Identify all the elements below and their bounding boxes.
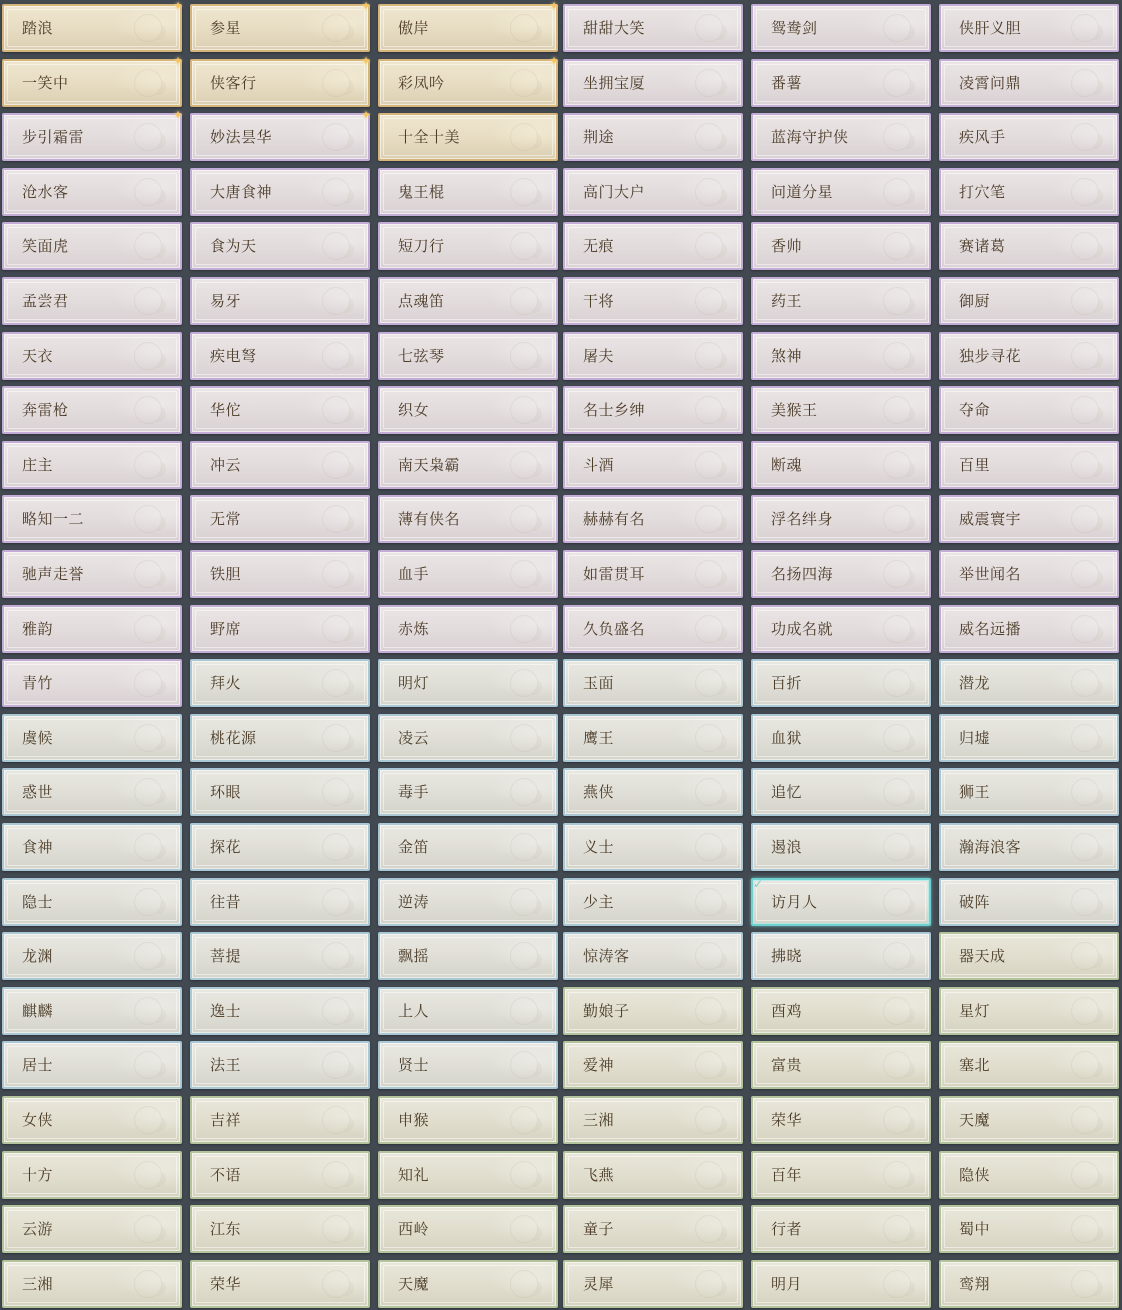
title-tile[interactable] bbox=[190, 659, 370, 707]
title-tile[interactable] bbox=[939, 768, 1119, 816]
title-tile[interactable] bbox=[939, 550, 1119, 598]
title-label: 江东 bbox=[210, 1220, 242, 1238]
title-tile[interactable] bbox=[563, 1151, 743, 1199]
title-label: 奔雷枪 bbox=[22, 401, 69, 419]
title-tile[interactable] bbox=[2, 714, 182, 762]
title-tile[interactable] bbox=[2, 878, 182, 926]
title-tile[interactable] bbox=[939, 714, 1119, 762]
sparkle-icon: ✦ bbox=[172, 0, 183, 13]
title-label: 探花 bbox=[210, 838, 242, 856]
title-label: 虞候 bbox=[22, 729, 54, 747]
title-label: 逆涛 bbox=[398, 893, 430, 911]
title-label: 屠夫 bbox=[583, 347, 615, 365]
title-label: 威名远播 bbox=[959, 620, 1022, 638]
title-tile[interactable] bbox=[2, 1096, 182, 1144]
title-tile[interactable] bbox=[939, 659, 1119, 707]
title-tile[interactable] bbox=[563, 277, 743, 325]
title-tile[interactable] bbox=[751, 714, 931, 762]
title-tile[interactable] bbox=[378, 441, 558, 489]
title-label: 百年 bbox=[771, 1166, 803, 1184]
title-tile[interactable] bbox=[2, 168, 182, 216]
title-tile[interactable] bbox=[563, 768, 743, 816]
title-tile[interactable] bbox=[2, 1151, 182, 1199]
title-label: 惊涛客 bbox=[583, 947, 630, 965]
title-tile[interactable] bbox=[190, 277, 370, 325]
title-tile[interactable] bbox=[563, 113, 743, 161]
title-tile[interactable] bbox=[2, 495, 182, 543]
title-label: 举世闻名 bbox=[959, 565, 1022, 583]
title-tile[interactable] bbox=[190, 1205, 370, 1253]
title-label: 鬼王棍 bbox=[398, 183, 445, 201]
title-tile[interactable] bbox=[378, 0, 559, 52]
title-label: 金笛 bbox=[398, 838, 430, 856]
title-tile[interactable] bbox=[751, 659, 931, 707]
title-label: 西岭 bbox=[398, 1220, 430, 1238]
title-tile[interactable] bbox=[190, 0, 371, 52]
title-label: 香帅 bbox=[771, 237, 803, 255]
title-label: 访月人 bbox=[771, 893, 818, 911]
title-tile[interactable] bbox=[2, 386, 182, 434]
title-tile[interactable] bbox=[378, 495, 558, 543]
title-tile[interactable] bbox=[190, 1096, 370, 1144]
title-label: 华佗 bbox=[210, 401, 242, 419]
title-label: 南天枭霸 bbox=[398, 456, 461, 474]
title-label: 参星 bbox=[210, 19, 242, 37]
title-label: 步引霜雷 bbox=[22, 128, 85, 146]
title-label: 童子 bbox=[583, 1220, 615, 1238]
title-tile[interactable] bbox=[939, 441, 1119, 489]
title-tile[interactable] bbox=[563, 222, 743, 270]
title-tile[interactable] bbox=[563, 1205, 743, 1253]
title-label: 少主 bbox=[583, 893, 615, 911]
title-tile[interactable] bbox=[563, 987, 743, 1035]
title-tile[interactable] bbox=[190, 441, 370, 489]
title-label: 凌云 bbox=[398, 729, 430, 747]
title-tile[interactable] bbox=[2, 1041, 182, 1089]
sparkle-icon: ✦ bbox=[172, 108, 183, 122]
title-tile[interactable] bbox=[378, 54, 559, 107]
sparkle-icon: ✦ bbox=[360, 0, 371, 13]
title-tile[interactable] bbox=[751, 932, 931, 980]
title-label: 疾风手 bbox=[959, 128, 1006, 146]
title-label: 申猴 bbox=[398, 1111, 430, 1129]
title-label: 无痕 bbox=[583, 237, 615, 255]
title-label: 甜甜大笑 bbox=[583, 19, 646, 37]
title-label: 器天成 bbox=[959, 947, 1006, 965]
title-label: 星灯 bbox=[959, 1002, 991, 1020]
title-tile[interactable] bbox=[939, 932, 1119, 980]
title-label: 玉面 bbox=[583, 674, 615, 692]
title-label: 血狱 bbox=[771, 729, 803, 747]
title-tile[interactable] bbox=[751, 605, 931, 653]
title-label: 疾电弩 bbox=[210, 347, 257, 365]
title-label: 如雷贯耳 bbox=[583, 565, 646, 583]
title-tile[interactable] bbox=[563, 878, 743, 926]
title-label: 铁胆 bbox=[210, 565, 242, 583]
title-tile[interactable] bbox=[190, 332, 370, 380]
title-label: 拜火 bbox=[210, 674, 242, 692]
title-label: 十全十美 bbox=[398, 128, 461, 146]
title-tile[interactable] bbox=[939, 277, 1119, 325]
title-label: 略知一二 bbox=[22, 510, 85, 528]
title-label: 天衣 bbox=[22, 347, 54, 365]
title-tile[interactable] bbox=[190, 168, 370, 216]
sparkle-icon: ✦ bbox=[360, 108, 371, 122]
title-tile[interactable] bbox=[2, 987, 182, 1035]
sparkle-icon: ✦ bbox=[548, 54, 559, 68]
title-tile[interactable] bbox=[939, 1041, 1119, 1089]
title-label: 七弦琴 bbox=[398, 347, 445, 365]
title-label: 瀚海浪客 bbox=[959, 838, 1022, 856]
sparkle-icon: ✦ bbox=[172, 54, 183, 68]
title-label: 大唐食神 bbox=[210, 183, 273, 201]
title-label: 龙渊 bbox=[22, 947, 54, 965]
title-label: 隐侠 bbox=[959, 1166, 991, 1184]
title-tile[interactable] bbox=[378, 878, 558, 926]
title-tile[interactable] bbox=[378, 113, 558, 161]
title-label: 干将 bbox=[583, 292, 615, 310]
title-tile[interactable] bbox=[2, 222, 182, 270]
title-tile[interactable] bbox=[939, 605, 1119, 653]
title-label: 女侠 bbox=[22, 1111, 54, 1129]
title-label: 坐拥宝厦 bbox=[583, 74, 646, 92]
title-label: 野席 bbox=[210, 620, 242, 638]
title-label: 逸士 bbox=[210, 1002, 242, 1020]
title-label: 蓝海守护侠 bbox=[771, 128, 849, 146]
title-label: 驰声走誉 bbox=[22, 565, 85, 583]
title-tile[interactable] bbox=[563, 168, 743, 216]
title-label: 归墟 bbox=[959, 729, 991, 747]
title-label: 打穴笔 bbox=[959, 183, 1006, 201]
title-tile[interactable] bbox=[939, 168, 1119, 216]
title-label: 侠肝义胆 bbox=[959, 19, 1022, 37]
title-label: 云游 bbox=[22, 1220, 54, 1238]
title-tile[interactable] bbox=[378, 714, 558, 762]
title-label: 药王 bbox=[771, 292, 803, 310]
title-tile[interactable] bbox=[2, 108, 183, 161]
title-label: 居士 bbox=[22, 1056, 54, 1074]
title-label: 笑面虎 bbox=[22, 237, 69, 255]
title-label: 鹰王 bbox=[583, 729, 615, 747]
title-tile[interactable] bbox=[190, 768, 370, 816]
title-label: 环眼 bbox=[210, 783, 242, 801]
title-tile[interactable] bbox=[563, 714, 743, 762]
title-tile[interactable] bbox=[563, 441, 743, 489]
title-tile[interactable] bbox=[563, 59, 743, 107]
title-tile[interactable] bbox=[2, 1205, 182, 1253]
title-tile[interactable] bbox=[190, 823, 370, 871]
title-label: 傲岸 bbox=[398, 19, 430, 37]
title-label: 凌霄问鼎 bbox=[959, 74, 1022, 92]
title-tile[interactable] bbox=[378, 932, 558, 980]
title-tile[interactable] bbox=[939, 878, 1119, 926]
title-label: 彩凤吟 bbox=[398, 74, 445, 92]
title-label: 点魂笛 bbox=[398, 292, 445, 310]
title-tile[interactable] bbox=[939, 1205, 1119, 1253]
title-label: 百折 bbox=[771, 674, 803, 692]
title-tile[interactable] bbox=[190, 878, 370, 926]
title-tile[interactable] bbox=[751, 441, 931, 489]
title-tile[interactable] bbox=[190, 495, 370, 543]
title-tile[interactable] bbox=[939, 823, 1119, 871]
title-label: 名扬四海 bbox=[771, 565, 834, 583]
title-label: 番薯 bbox=[771, 74, 803, 92]
title-label: 勤娘子 bbox=[583, 1002, 630, 1020]
title-tile[interactable] bbox=[190, 1041, 370, 1089]
title-tile[interactable] bbox=[751, 1205, 931, 1253]
title-tile[interactable] bbox=[563, 1041, 743, 1089]
title-label: 御厨 bbox=[959, 292, 991, 310]
title-label: 潜龙 bbox=[959, 674, 991, 692]
title-label: 酉鸡 bbox=[771, 1002, 803, 1020]
title-tile[interactable] bbox=[2, 605, 182, 653]
title-label: 食为天 bbox=[210, 237, 257, 255]
title-label: 青竹 bbox=[22, 674, 54, 692]
title-tile[interactable] bbox=[751, 4, 931, 52]
title-tile[interactable] bbox=[378, 823, 558, 871]
title-label: 天魔 bbox=[959, 1111, 991, 1129]
title-tile[interactable] bbox=[939, 113, 1119, 161]
title-label: 夺命 bbox=[959, 401, 991, 419]
title-label: 沧水客 bbox=[22, 183, 69, 201]
title-tile[interactable] bbox=[563, 550, 743, 598]
title-tile[interactable] bbox=[751, 168, 931, 216]
title-tile[interactable] bbox=[190, 386, 370, 434]
title-label: 天魔 bbox=[398, 1275, 430, 1293]
title-tile[interactable] bbox=[378, 605, 558, 653]
title-tile[interactable] bbox=[2, 277, 182, 325]
title-label: 赫赫有名 bbox=[583, 510, 646, 528]
title-label: 燕侠 bbox=[583, 783, 615, 801]
title-label: 浮名绊身 bbox=[771, 510, 834, 528]
title-label: 毒手 bbox=[398, 783, 430, 801]
title-label: 踏浪 bbox=[22, 19, 54, 37]
title-tile[interactable] bbox=[190, 714, 370, 762]
title-tile[interactable] bbox=[378, 1260, 558, 1308]
title-tile[interactable] bbox=[190, 550, 370, 598]
title-tile[interactable] bbox=[378, 386, 558, 434]
title-tile[interactable] bbox=[378, 222, 558, 270]
title-label: 名士乡绅 bbox=[583, 401, 646, 419]
title-label: 赛诸葛 bbox=[959, 237, 1006, 255]
title-tile[interactable] bbox=[2, 768, 182, 816]
title-label: 孟尝君 bbox=[22, 292, 69, 310]
title-tile[interactable] bbox=[190, 1151, 370, 1199]
title-tile[interactable] bbox=[378, 277, 558, 325]
title-tile[interactable] bbox=[751, 878, 931, 926]
title-label: 法王 bbox=[210, 1056, 242, 1074]
title-label: 麒麟 bbox=[22, 1002, 54, 1020]
title-label: 雅韵 bbox=[22, 620, 54, 638]
title-tile[interactable] bbox=[939, 1151, 1119, 1199]
title-tile[interactable] bbox=[2, 332, 182, 380]
title-label: 吉祥 bbox=[210, 1111, 242, 1129]
title-tile[interactable] bbox=[751, 386, 931, 434]
title-label: 遏浪 bbox=[771, 838, 803, 856]
title-label: 菩提 bbox=[210, 947, 242, 965]
checkmark-icon: ✓ bbox=[753, 877, 764, 891]
title-tile[interactable] bbox=[939, 4, 1119, 52]
title-tile[interactable] bbox=[563, 1096, 743, 1144]
title-label: 煞神 bbox=[771, 347, 803, 365]
title-tile[interactable] bbox=[190, 987, 370, 1035]
title-tile[interactable] bbox=[751, 550, 931, 598]
title-tile[interactable] bbox=[563, 4, 743, 52]
title-tile[interactable] bbox=[2, 1260, 182, 1308]
title-tile[interactable] bbox=[378, 168, 558, 216]
title-label: 桃花源 bbox=[210, 729, 257, 747]
title-tile[interactable] bbox=[378, 768, 558, 816]
title-label: 问道分星 bbox=[771, 183, 834, 201]
title-tile[interactable] bbox=[751, 823, 931, 871]
title-tile[interactable] bbox=[2, 441, 182, 489]
title-label: 行者 bbox=[771, 1220, 803, 1238]
title-label: 知礼 bbox=[398, 1166, 430, 1184]
title-label: 功成名就 bbox=[771, 620, 834, 638]
title-label: 鸾翔 bbox=[959, 1275, 991, 1293]
title-label: 薄有侠名 bbox=[398, 510, 461, 528]
title-tile[interactable] bbox=[751, 1041, 931, 1089]
title-label: 赤炼 bbox=[398, 620, 430, 638]
title-label: 食神 bbox=[22, 838, 54, 856]
title-tile[interactable] bbox=[190, 605, 370, 653]
title-tile[interactable] bbox=[563, 386, 743, 434]
title-tile[interactable] bbox=[2, 932, 182, 980]
title-label: 斗酒 bbox=[583, 456, 615, 474]
sparkle-icon: ✦ bbox=[548, 0, 559, 13]
title-label: 爱神 bbox=[583, 1056, 615, 1074]
title-label: 不语 bbox=[210, 1166, 242, 1184]
title-label: 贤士 bbox=[398, 1056, 430, 1074]
title-label: 明月 bbox=[771, 1275, 803, 1293]
title-tile[interactable] bbox=[939, 59, 1119, 107]
title-tile[interactable] bbox=[2, 823, 182, 871]
title-tile[interactable] bbox=[378, 1205, 558, 1253]
title-label: 久负盛名 bbox=[583, 620, 646, 638]
title-tile[interactable] bbox=[751, 113, 931, 161]
title-label: 惑世 bbox=[22, 783, 54, 801]
title-label: 断魂 bbox=[771, 456, 803, 474]
title-label: 飘摇 bbox=[398, 947, 430, 965]
title-tile[interactable] bbox=[751, 987, 931, 1035]
title-label: 威震寰宇 bbox=[959, 510, 1022, 528]
title-label: 独步寻花 bbox=[959, 347, 1022, 365]
title-tile[interactable] bbox=[378, 1151, 558, 1199]
title-tile[interactable] bbox=[939, 495, 1119, 543]
title-label: 鸳鸯剑 bbox=[771, 19, 818, 37]
title-tile[interactable] bbox=[190, 108, 371, 161]
title-label: 百里 bbox=[959, 456, 991, 474]
title-tile[interactable] bbox=[939, 1096, 1119, 1144]
title-tile[interactable] bbox=[939, 332, 1119, 380]
title-label: 十方 bbox=[22, 1166, 54, 1184]
title-label: 织女 bbox=[398, 401, 430, 419]
title-tile[interactable] bbox=[190, 222, 370, 270]
title-tile[interactable] bbox=[190, 1260, 370, 1308]
title-tile[interactable] bbox=[751, 332, 931, 380]
title-label: 三湘 bbox=[22, 1275, 54, 1293]
title-tile[interactable] bbox=[190, 932, 370, 980]
title-tile[interactable] bbox=[751, 222, 931, 270]
title-tile[interactable] bbox=[190, 54, 371, 107]
title-tile[interactable] bbox=[563, 823, 743, 871]
title-label: 狮王 bbox=[959, 783, 991, 801]
title-label: 荣华 bbox=[210, 1275, 242, 1293]
title-label: 拂晓 bbox=[771, 947, 803, 965]
title-tile[interactable] bbox=[378, 1041, 558, 1089]
title-label: 隐士 bbox=[22, 893, 54, 911]
title-tile[interactable] bbox=[939, 222, 1119, 270]
title-label: 妙法昙华 bbox=[210, 128, 273, 146]
title-label: 美猴王 bbox=[771, 401, 818, 419]
title-tile[interactable] bbox=[751, 59, 931, 107]
title-label: 易牙 bbox=[210, 292, 242, 310]
title-tile[interactable] bbox=[751, 1260, 931, 1308]
title-tile[interactable] bbox=[939, 1260, 1119, 1308]
title-label: 侠客行 bbox=[210, 74, 257, 92]
title-label: 追忆 bbox=[771, 783, 803, 801]
title-tile[interactable] bbox=[378, 987, 558, 1035]
title-tile[interactable] bbox=[378, 332, 558, 380]
title-tile[interactable] bbox=[751, 495, 931, 543]
title-tile[interactable] bbox=[563, 495, 743, 543]
title-label: 往昔 bbox=[210, 893, 242, 911]
title-label: 血手 bbox=[398, 565, 430, 583]
title-label: 上人 bbox=[398, 1002, 430, 1020]
title-label: 庄主 bbox=[22, 456, 54, 474]
title-label: 高门大户 bbox=[583, 183, 646, 201]
title-tile[interactable] bbox=[378, 659, 558, 707]
title-tile[interactable] bbox=[563, 1260, 743, 1308]
title-tile[interactable] bbox=[939, 987, 1119, 1035]
title-tile[interactable] bbox=[2, 550, 182, 598]
title-tile[interactable] bbox=[378, 550, 558, 598]
title-label: 破阵 bbox=[959, 893, 991, 911]
title-label: 蜀中 bbox=[959, 1220, 991, 1238]
title-label: 荆途 bbox=[583, 128, 615, 146]
title-tile[interactable] bbox=[2, 54, 183, 107]
title-label: 明灯 bbox=[398, 674, 430, 692]
title-label: 一笑中 bbox=[22, 74, 69, 92]
title-label: 无常 bbox=[210, 510, 242, 528]
title-tile[interactable] bbox=[2, 659, 182, 707]
title-label: 富贵 bbox=[771, 1056, 803, 1074]
title-tile[interactable] bbox=[563, 659, 743, 707]
sparkle-icon: ✦ bbox=[360, 54, 371, 68]
title-label: 灵犀 bbox=[583, 1275, 615, 1293]
title-label: 三湘 bbox=[583, 1111, 615, 1129]
title-tile[interactable] bbox=[939, 386, 1119, 434]
title-tile[interactable] bbox=[378, 1096, 558, 1144]
title-label: 飞燕 bbox=[583, 1166, 615, 1184]
title-label: 义士 bbox=[583, 838, 615, 856]
title-label: 塞北 bbox=[959, 1056, 991, 1074]
title-tile[interactable] bbox=[751, 277, 931, 325]
title-tile[interactable] bbox=[751, 768, 931, 816]
title-tile[interactable] bbox=[563, 605, 743, 653]
title-label: 冲云 bbox=[210, 456, 242, 474]
title-tile[interactable] bbox=[751, 1096, 931, 1144]
title-tile[interactable] bbox=[563, 332, 743, 380]
title-tile[interactable] bbox=[751, 1151, 931, 1199]
title-label: 短刀行 bbox=[398, 237, 445, 255]
title-tile[interactable] bbox=[2, 0, 183, 52]
title-label: 荣华 bbox=[771, 1111, 803, 1129]
title-tile[interactable] bbox=[563, 932, 743, 980]
